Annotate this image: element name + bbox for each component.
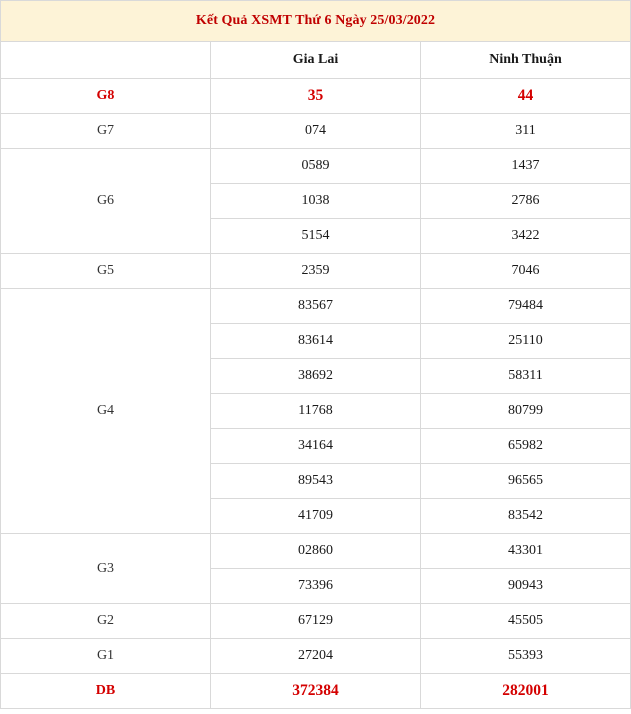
- prize-number: 1437: [421, 149, 631, 184]
- prize-number: 311: [421, 114, 631, 149]
- table-row: [1, 639, 631, 674]
- prize-number: 34164: [211, 429, 421, 464]
- table-row: [1, 254, 631, 289]
- prize-number: 73396: [211, 569, 421, 604]
- prize-label-g3: G3: [1, 534, 211, 604]
- prize-number: 83542: [421, 499, 631, 534]
- prize-rows-container: [1, 79, 631, 709]
- prize-number: 43301: [421, 534, 631, 569]
- table-row: [1, 149, 631, 184]
- prize-number: 35: [211, 79, 421, 114]
- prize-number: 96565: [421, 464, 631, 499]
- page-title: Kết Quả XSMT Thứ 6 Ngày 25/03/2022: [1, 1, 631, 42]
- column-header-row: [1, 42, 631, 79]
- prize-number: 27204: [211, 639, 421, 674]
- prize-number: 55393: [421, 639, 631, 674]
- table-row: [1, 604, 631, 639]
- title-row: [1, 1, 631, 42]
- prize-number: 074: [211, 114, 421, 149]
- prize-number: 45505: [421, 604, 631, 639]
- prize-number: 2786: [421, 184, 631, 219]
- table-body: [1, 1, 631, 79]
- prize-label-g7: G7: [1, 114, 211, 149]
- column-header-gia-lai: Gia Lai: [211, 42, 421, 79]
- prize-number: 2359: [211, 254, 421, 289]
- prize-label-g4: G4: [1, 289, 211, 534]
- table-row: [1, 114, 631, 149]
- prize-number: 44: [421, 79, 631, 114]
- prize-number: 282001: [421, 674, 631, 709]
- prize-number: 41709: [211, 499, 421, 534]
- table-row: [1, 79, 631, 114]
- prize-number: 11768: [211, 394, 421, 429]
- column-header-ninh-thuan: Ninh Thuận: [421, 42, 631, 79]
- prize-label-g5: G5: [1, 254, 211, 289]
- prize-label-g8: G8: [1, 79, 211, 114]
- prize-number: 83614: [211, 324, 421, 359]
- prize-number: 0589: [211, 149, 421, 184]
- prize-label-g1: G1: [1, 639, 211, 674]
- prize-number: 38692: [211, 359, 421, 394]
- prize-number: 79484: [421, 289, 631, 324]
- prize-number: 80799: [421, 394, 631, 429]
- table-row: [1, 289, 631, 324]
- prize-number: 83567: [211, 289, 421, 324]
- prize-number: 372384: [211, 674, 421, 709]
- prize-number: 1038: [211, 184, 421, 219]
- table-row: [1, 674, 631, 709]
- prize-label-db: DB: [1, 674, 211, 709]
- prize-number: 02860: [211, 534, 421, 569]
- prize-number: 7046: [421, 254, 631, 289]
- prize-label-g2: G2: [1, 604, 211, 639]
- column-header-prize: [1, 42, 211, 79]
- prize-number: 90943: [421, 569, 631, 604]
- prize-label-g6: G6: [1, 149, 211, 254]
- table-row: [1, 534, 631, 569]
- prize-number: 67129: [211, 604, 421, 639]
- prize-number: 3422: [421, 219, 631, 254]
- prize-number: 65982: [421, 429, 631, 464]
- prize-number: 25110: [421, 324, 631, 359]
- prize-number: 89543: [211, 464, 421, 499]
- prize-number: 5154: [211, 219, 421, 254]
- prize-number: 58311: [421, 359, 631, 394]
